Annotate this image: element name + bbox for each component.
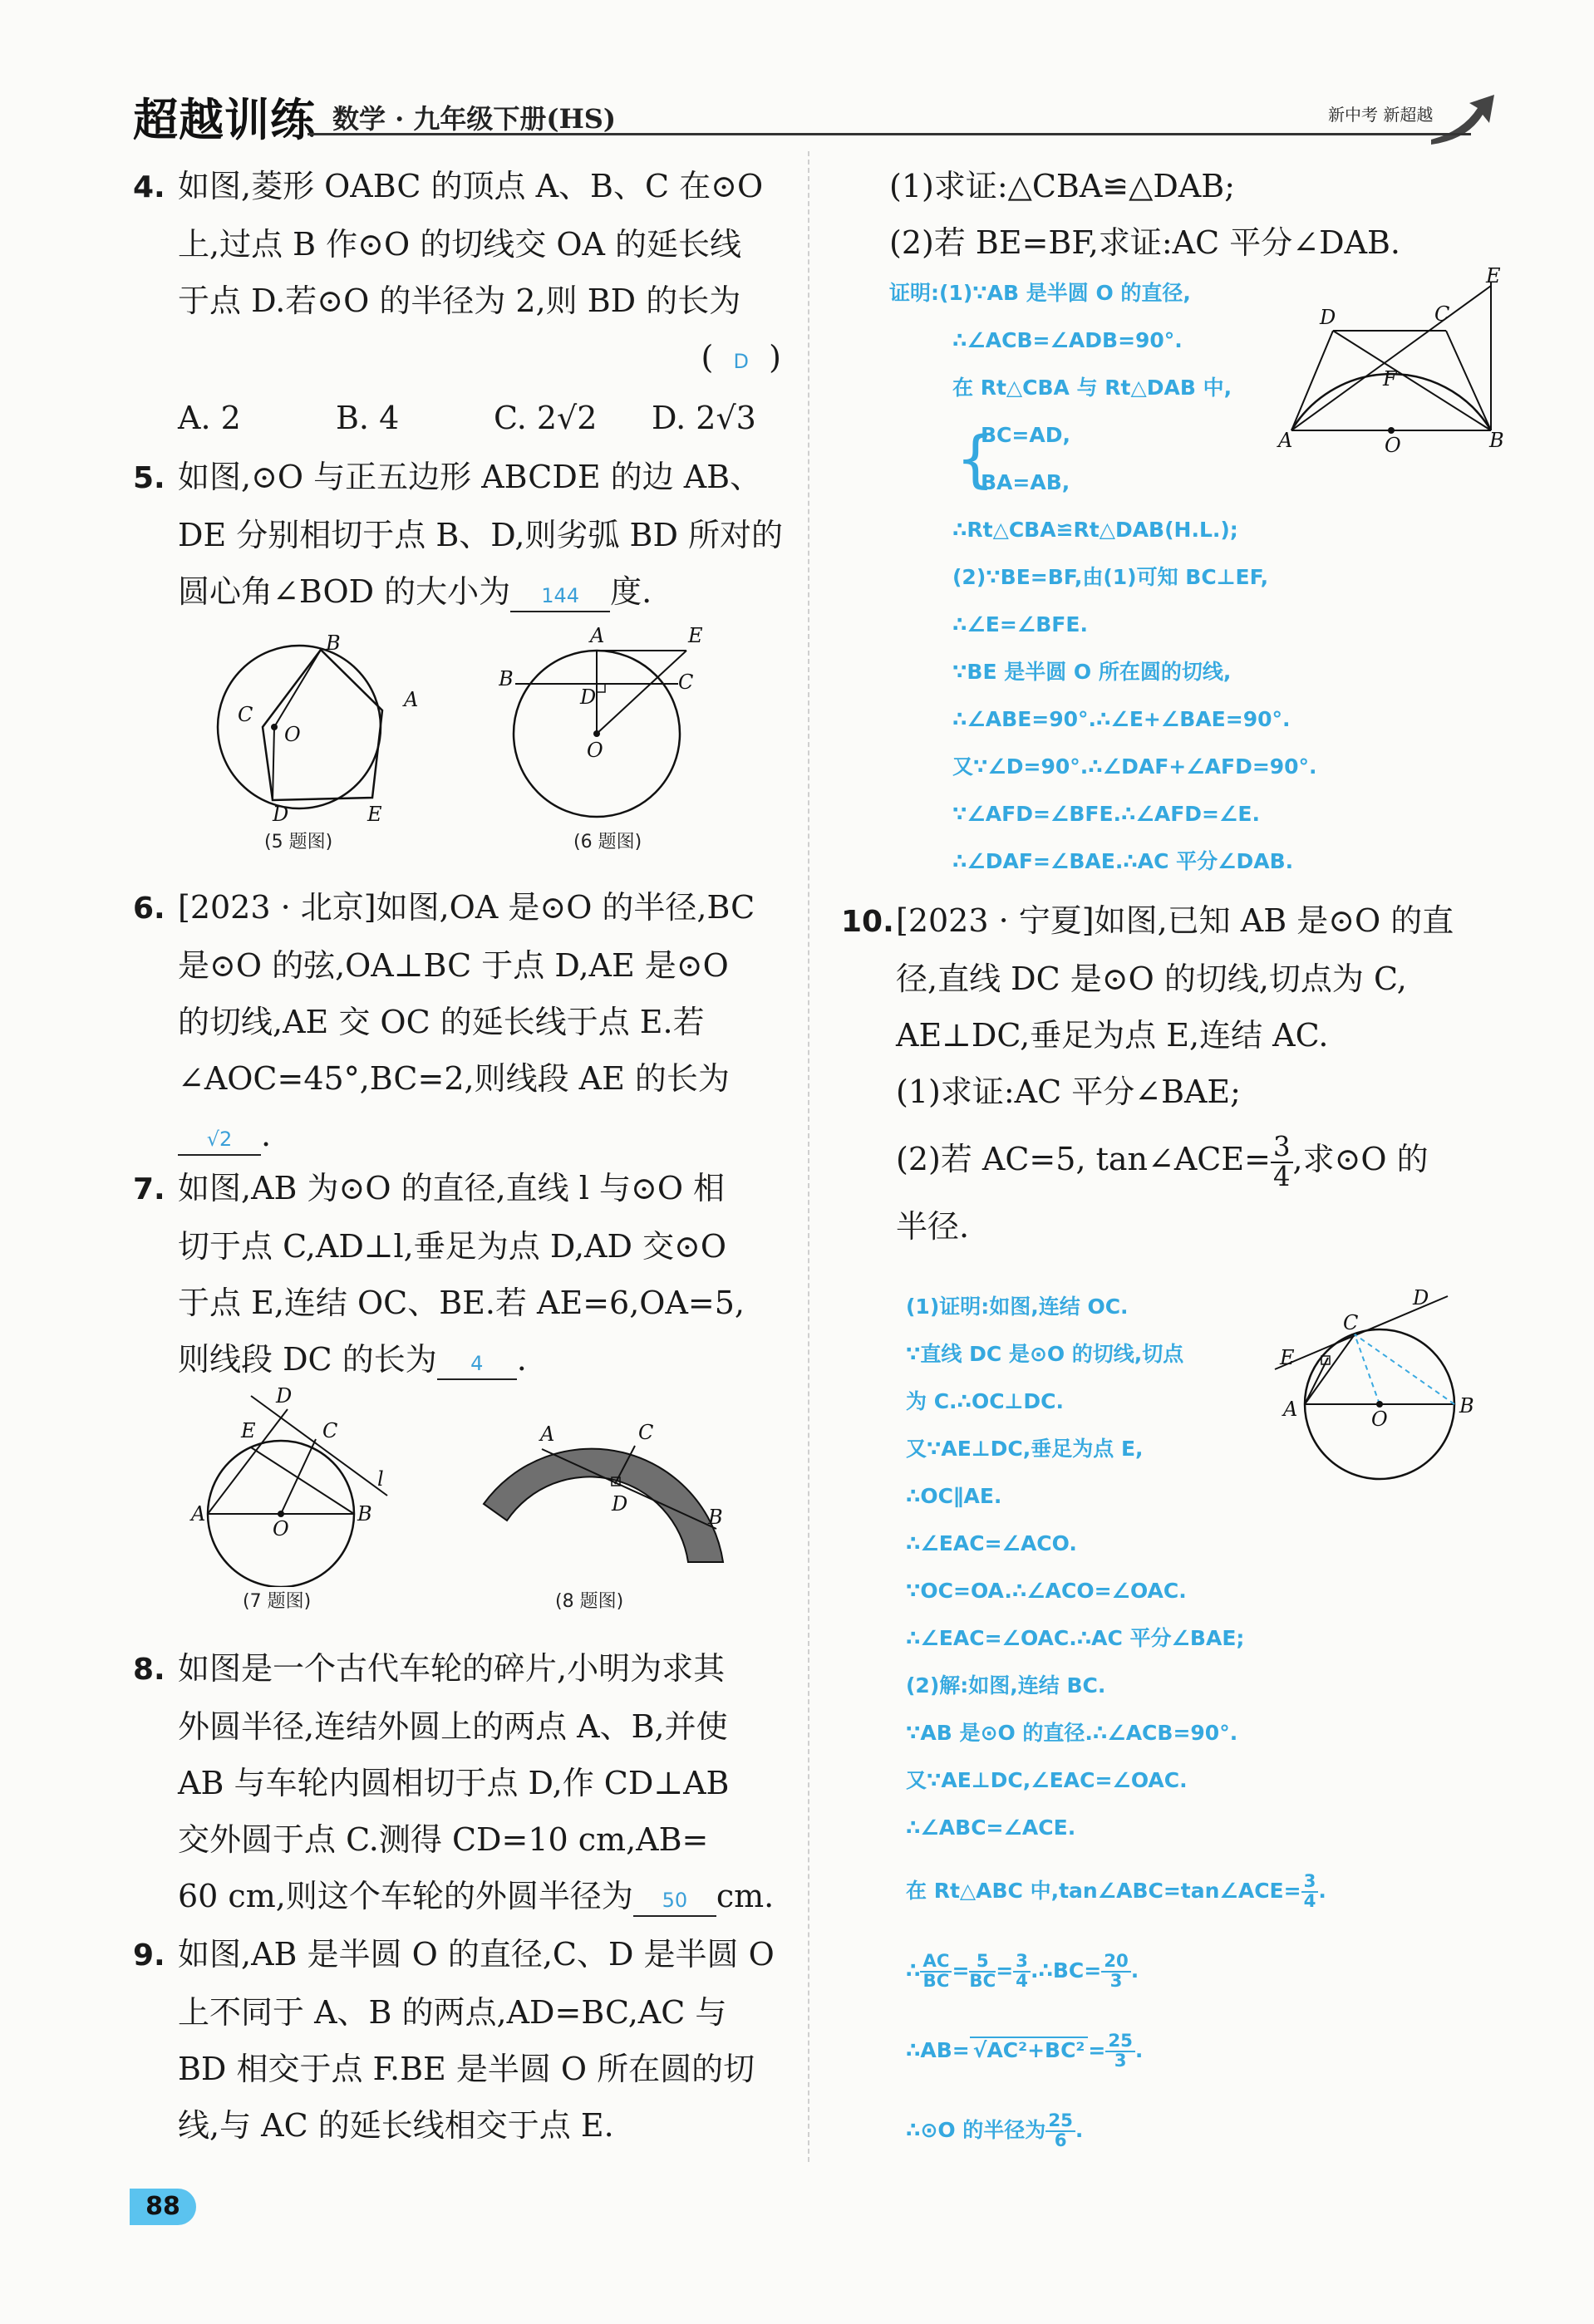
caption-fig8: (8 题图) bbox=[555, 1591, 624, 1612]
solution-line: 在 Rt△ABC 中,tan∠ABC=tan∠ACE= $\frac{3}{4}$ . bbox=[906, 1870, 1326, 1912]
solution-line: BC=AD, bbox=[981, 423, 1070, 447]
subject-title: 数学 · 九年级下册(HS) bbox=[332, 103, 617, 135]
problem-text: 交外圆于点 C.测得 CD=10 cm,AB= bbox=[178, 1821, 709, 1858]
problem-text: 线,与 AC 的延长线相交于点 E. bbox=[178, 2107, 614, 2144]
text: = bbox=[996, 1958, 1014, 1983]
label-b: B bbox=[708, 1506, 723, 1529]
figure-8 bbox=[474, 1413, 748, 1595]
text: ∴AB= bbox=[906, 2038, 970, 2062]
label-e: E bbox=[688, 624, 703, 647]
brand-title: 超越训练 bbox=[133, 94, 316, 146]
problem-text: 如图,菱形 OABC 的顶点 A、B、C 在⊙O bbox=[178, 168, 764, 204]
solution-line: ∵∠AFD=∠BFE.∴∠AFD=∠E. bbox=[952, 802, 1260, 826]
label-b: B bbox=[326, 631, 341, 655]
solution-line: 在 Rt△CBA 与 Rt△DAB 中, bbox=[952, 376, 1232, 400]
text: 圆心角∠BOD 的大小为 bbox=[178, 573, 511, 610]
caption-fig7: (7 题图) bbox=[243, 1591, 312, 1612]
solution-line: ∵OC=OA.∴∠ACO=∠OAC. bbox=[906, 1579, 1187, 1603]
problem-10 bbox=[841, 892, 1539, 1255]
label-a: A bbox=[590, 624, 605, 647]
problem-text: 如图是一个古代车轮的碎片,小明为求其 bbox=[178, 1650, 726, 1687]
arrow-icon bbox=[1429, 90, 1496, 148]
label-o: O bbox=[273, 1517, 289, 1540]
label-b: B bbox=[499, 667, 514, 690]
fraction-den: 4 bbox=[1016, 1971, 1028, 1992]
fraction-num: 20 bbox=[1101, 1953, 1131, 1973]
problem-text: 如图,AB 是半圆 O 的直径,C、D 是半圆 O bbox=[178, 1936, 775, 1973]
solution-line: ∴∠ABC=∠ACE. bbox=[906, 1815, 1076, 1840]
problem-text: 的切线,AE 交 OC 的延长线于点 E.若 bbox=[178, 1004, 705, 1040]
label-d: D bbox=[273, 803, 289, 823]
figure-7 bbox=[183, 1388, 407, 1587]
label-d: D bbox=[276, 1388, 293, 1408]
answer: √2 bbox=[206, 1128, 233, 1151]
problem-7: 7. 如图,AB 为⊙O 的直径,直线 l 与⊙O 相 切于点 C,AD⊥l,垂足为点 D,AD 交⊙O 于点 E,连结 OC、BE.若 AE=6,OA=5, 则线段 DC 的长为 4 . bbox=[133, 1160, 798, 1388]
label-e: E bbox=[367, 803, 382, 823]
label-a: A bbox=[1283, 1398, 1298, 1421]
solution-line: ∴Rt△CBA≌Rt△DAB(H.L.); bbox=[952, 518, 1238, 542]
problem-text: (1)求证:AC 平分∠BAE; bbox=[896, 1074, 1241, 1110]
problem-text: DE 分别相切于点 B、D,则劣弧 BD 所对的 bbox=[178, 517, 784, 553]
problem-text: 径,直线 DC 是⊙O 的切线,切点为 C, bbox=[896, 961, 1407, 997]
page-number: 88 bbox=[130, 2189, 196, 2225]
label-c: C bbox=[1434, 302, 1450, 326]
label-b: B bbox=[357, 1502, 372, 1526]
choice-d: D. 2√3 bbox=[652, 400, 756, 436]
problem-text: 是⊙O 的弦,OA⊥BC 于点 D,AE 是⊙O bbox=[178, 947, 729, 984]
label-b: B bbox=[1489, 429, 1504, 452]
solution-line: ∵BE 是半圆 O 所在圆的切线, bbox=[952, 660, 1232, 684]
text: 度. bbox=[610, 573, 652, 610]
label-d: D bbox=[580, 685, 597, 709]
solution-line: 又∵∠D=90°.∴∠DAF+∠AFD=90°. bbox=[952, 754, 1317, 779]
question-1: (1)求证:△CBA≌△DAB; bbox=[889, 168, 1235, 204]
problem-text: BD 相交于点 F.BE 是半圆 O 所在圆的切 bbox=[178, 2051, 755, 2087]
problem-text: 外圆半径,连结外圆上的两点 A、B,并使 bbox=[178, 1708, 728, 1745]
label-b: B bbox=[1459, 1394, 1474, 1417]
label-o: O bbox=[284, 723, 301, 746]
fraction-den: 4 bbox=[1272, 1160, 1291, 1192]
solution-line bbox=[906, 1931, 1326, 2011]
solution-line: (2)解:如图,连结 BC. bbox=[906, 1673, 1106, 1698]
fraction-num: AC bbox=[920, 1953, 952, 1973]
label-d: D bbox=[612, 1492, 628, 1516]
fraction-num: 3 bbox=[1271, 1133, 1293, 1163]
label-a: A bbox=[1278, 429, 1293, 452]
solution-line: ∴∠EAC=∠OAC.∴AC 平分∠BAE; bbox=[906, 1626, 1245, 1650]
problem-text: AB 与车轮内圆相切于点 D,作 CD⊥AB bbox=[178, 1765, 730, 1801]
problem-number: 9. bbox=[133, 1938, 165, 1973]
solution-line: ∴∠ABE=90°.∴∠E+∠BAE=90°. bbox=[952, 707, 1291, 731]
label-e: E bbox=[1280, 1346, 1295, 1369]
answer: 50 bbox=[662, 1889, 688, 1912]
label-c: C bbox=[678, 671, 694, 694]
fraction-num: 25 bbox=[1045, 2112, 1075, 2132]
solution-line: ∴AB= √AC²+BC² = $\frac{25}{3}$ . bbox=[906, 2030, 1144, 2071]
problem-number: 10. bbox=[841, 905, 894, 939]
label-a: A bbox=[540, 1422, 555, 1446]
text: 则线段 DC 的长为 bbox=[178, 1341, 437, 1378]
problem-6: 6. [2023 · 北京]如图,OA 是⊙O 的半径,BC 是⊙O 的弦,OA⊥BC 于点 D,AE 是⊙O 的切线,AE 交 OC 的延长线于点 E.若 ∠AOC=45°,BC=2,则线段 AE 的长为 √2 . bbox=[133, 879, 798, 1163]
solution-line: (1)证明:如图,连结 OC. bbox=[906, 1295, 1129, 1319]
solution-line: ∴∠ACB=∠ADB=90°. bbox=[952, 328, 1183, 352]
header-slogan: 新中考 新超越 bbox=[1328, 105, 1434, 125]
text: cm. bbox=[716, 1878, 775, 1914]
problem-text: 如图,⊙O 与正五边形 ABCDE 的边 AB、 bbox=[178, 459, 762, 495]
problem-text: 半径. bbox=[896, 1208, 970, 1245]
figure-9 bbox=[1272, 266, 1521, 457]
label-l: l bbox=[377, 1467, 384, 1491]
header-rule bbox=[307, 133, 1471, 135]
fraction-num: 5 bbox=[969, 1953, 996, 1973]
answer: D bbox=[733, 350, 750, 373]
problem-text: ∠AOC=45°,BC=2,则线段 AE 的长为 bbox=[178, 1060, 730, 1097]
label-f: F bbox=[1383, 367, 1397, 391]
problem-number: 4. bbox=[133, 170, 165, 204]
label-c: C bbox=[638, 1421, 654, 1444]
problem-8 bbox=[133, 1640, 798, 1924]
problem-text: 上,过点 B 作⊙O 的切线交 OA 的延长线 bbox=[178, 226, 741, 263]
solution-line: ∴∠DAF=∠BAE.∴AC 平分∠DAB. bbox=[952, 849, 1294, 873]
choice-b: B. 4 bbox=[336, 400, 400, 436]
problem-number: 5. bbox=[133, 461, 165, 495]
problem-number: 7. bbox=[133, 1172, 165, 1206]
label-e: E bbox=[1486, 266, 1501, 287]
problem-9-questions bbox=[889, 158, 1537, 271]
label-o: O bbox=[1371, 1408, 1388, 1431]
problem-number: 8. bbox=[133, 1653, 165, 1687]
fraction-num: 3 bbox=[1301, 1873, 1319, 1893]
problem-text: 上不同于 A、B 的两点,AD=BC,AC 与 bbox=[178, 1994, 727, 2031]
choice-a: A. 2 bbox=[178, 400, 241, 436]
choices bbox=[133, 390, 798, 446]
problem-text: [2023 · 北京]如图,OA 是⊙O 的半径,BC bbox=[178, 889, 755, 926]
solution-line: 证明:(1)∵AB 是半圆 O 的直径, bbox=[889, 281, 1191, 305]
solution-line: ∴∠EAC=∠ACO. bbox=[906, 1531, 1077, 1555]
choice-c: C. 2√2 bbox=[494, 400, 598, 436]
label-d: D bbox=[1413, 1286, 1429, 1309]
label-o: O bbox=[1385, 434, 1401, 457]
problem-text bbox=[841, 1120, 1539, 1198]
text: ∴⊙O 的半径为 bbox=[906, 2118, 1046, 2142]
text: 在 Rt△ABC 中,tan∠ABC=tan∠ACE= bbox=[906, 1879, 1301, 1903]
text: 60 cm,则这个车轮的外圆半径为 bbox=[178, 1878, 633, 1914]
label-o: O bbox=[587, 739, 603, 762]
problem-text: 于点 D.若⊙O 的半径为 2,则 BD 的长为 bbox=[178, 283, 741, 319]
sqrt: √AC²+BC² bbox=[970, 2037, 1089, 2062]
answer-bracket: ( D ) bbox=[701, 339, 781, 376]
problem-text: 于点 E,连结 OC、BE.若 AE=6,OA=5, bbox=[178, 1285, 745, 1321]
solution-line: ∴OC∥AE. bbox=[906, 1484, 1002, 1508]
figure-5 bbox=[208, 631, 440, 823]
fraction-den: 3 bbox=[1109, 1971, 1123, 1992]
label-c: C bbox=[1343, 1311, 1359, 1334]
problem-5 bbox=[133, 449, 798, 620]
solution-9 bbox=[889, 269, 1317, 885]
solution-line: 又∵AE⊥DC,垂足为点 E, bbox=[906, 1437, 1144, 1461]
question-2: (2)若 BE=BF,求证:AC 平分∠DAB. bbox=[889, 224, 1401, 261]
label-e: E bbox=[241, 1419, 256, 1442]
solution-line: ∵AB 是⊙O 的直径.∴∠ACB=90°. bbox=[906, 1721, 1238, 1745]
caption-fig5: (5 题图) bbox=[264, 832, 333, 852]
fraction-den: BC bbox=[922, 1971, 950, 1992]
caption-fig6: (6 题图) bbox=[573, 832, 642, 852]
label-c: C bbox=[238, 703, 253, 726]
label-a: A bbox=[404, 688, 419, 711]
text: ,求⊙O 的 bbox=[1292, 1141, 1429, 1177]
solution-line: ∴∠E=∠BFE. bbox=[952, 612, 1088, 636]
column-divider bbox=[808, 151, 809, 2162]
solution-line: (2)∵BE=BF,由(1)可知 BC⊥EF, bbox=[952, 565, 1269, 589]
solution-line: ∴⊙O 的半径为 $\frac{25}{6}$ . bbox=[906, 2110, 1084, 2151]
text: = bbox=[1088, 2038, 1106, 2062]
problem-text bbox=[133, 563, 798, 620]
label-d: D bbox=[1320, 306, 1336, 329]
solution-line: 又∵AE⊥DC,∠EAC=∠OAC. bbox=[906, 1768, 1188, 1792]
radicand: AC²+BC² bbox=[986, 2038, 1085, 2062]
solution-line: ∵直线 DC 是⊙O 的切线,切点 bbox=[906, 1342, 1184, 1366]
solution-line: 为 C.∴OC⊥DC. bbox=[906, 1389, 1064, 1413]
fraction-num: 25 bbox=[1105, 2032, 1135, 2052]
fraction-den: 6 bbox=[1054, 2130, 1067, 2151]
figure-6 bbox=[499, 619, 748, 823]
problem-number: 6. bbox=[133, 892, 165, 926]
solution-10 bbox=[906, 1283, 1326, 2170]
label-c: C bbox=[322, 1419, 338, 1442]
fraction-num: 3 bbox=[1013, 1953, 1031, 1973]
fraction-den: BC bbox=[969, 1971, 996, 1992]
problem-4 bbox=[133, 158, 798, 446]
fraction-den: 4 bbox=[1303, 1891, 1316, 1912]
text: .∴BC= bbox=[1030, 1958, 1102, 1983]
problem-text: [2023 · 宁夏]如图,已知 AB 是⊙O 的直 bbox=[896, 902, 1454, 939]
solution-brace: { BC=AD, BA=AB, bbox=[889, 411, 1317, 506]
text: (2)若 AC=5, tan∠ACE= bbox=[896, 1141, 1271, 1177]
fraction-den: 3 bbox=[1114, 2051, 1127, 2071]
label-a: A bbox=[191, 1502, 206, 1526]
problem-text: 如图,AB 为⊙O 的直径,直线 l 与⊙O 相 bbox=[178, 1170, 726, 1206]
problem-9 bbox=[133, 1926, 798, 2154]
text: ∴ bbox=[906, 1958, 921, 1983]
problem-text: 切于点 C,AD⊥l,垂足为点 D,AD 交⊙O bbox=[178, 1228, 727, 1265]
text: = bbox=[952, 1958, 970, 1983]
text: . bbox=[1130, 1958, 1139, 1983]
answer: 144 bbox=[541, 584, 580, 607]
problem-text: AE⊥DC,垂足为点 E,连结 AC. bbox=[896, 1017, 1329, 1054]
solution-line: BA=AB, bbox=[981, 470, 1070, 494]
answer: 4 bbox=[470, 1352, 484, 1375]
